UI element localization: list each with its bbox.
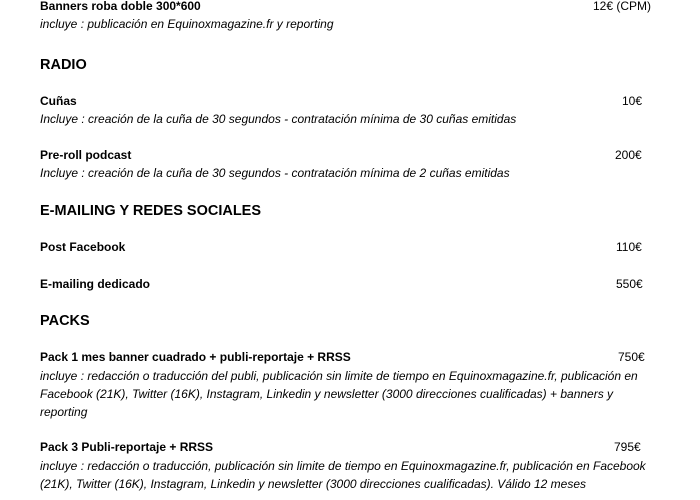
section-heading-radio: RADIO: [40, 57, 87, 73]
item-description: incluye : redacción o traducción, publicación sin limite de tiempo en Equinoxmagazine.fr, publicación en Facebook (21K), Twitter (16K), Instagram, Linkedin y newsletter (3000 direcciones cualificadas). Válido 12 meses: [40, 459, 646, 491]
item-title: Pack 1 mes banner cuadrado + publi-reportaje + RRSS: [40, 350, 351, 364]
item-description: incluye : publicación en Equinoxmagazine.fr y reporting: [40, 17, 334, 31]
item-price: 12€ (CPM): [593, 0, 652, 13]
item-price: 10€: [622, 94, 643, 108]
price-item-emailing-dedicado: [40, 277, 660, 291]
item-price: 200€: [615, 148, 642, 162]
item-title: E-mailing dedicado: [40, 277, 151, 291]
price-item-cunas: [40, 94, 660, 128]
section-heading-packs: PACKS: [40, 313, 90, 329]
price-item-pack-1-mes: [40, 350, 660, 421]
price-item-pre-roll-podcast: [40, 148, 660, 182]
item-title: Cuñas: [40, 94, 77, 108]
price-item-post-facebook: [40, 240, 660, 254]
item-title: Pack 3 Publi-reportaje + RRSS: [40, 440, 214, 454]
item-title: Post Facebook: [40, 240, 126, 254]
item-title: Pre-roll podcast: [40, 148, 132, 162]
item-price: 550€: [616, 277, 643, 291]
price-item-banners-roba-doble: [40, 0, 660, 33]
item-price: 110€: [616, 240, 642, 254]
item-description: Incluye : creación de la cuña de 30 segundos - contratación mínima de 30 cuñas emitidas: [40, 112, 517, 126]
price-item-pack-3-publi-reportaje: [40, 440, 660, 493]
item-price: 795€: [614, 440, 641, 454]
item-description: Incluye : creación de la cuña de 30 segundos - contratación mínima de 2 cuñas emitidas: [40, 166, 510, 180]
item-description: incluye : redacción o traducción del publi, publicación sin limite de tiempo en Equinoxmagazine.fr, publicación en Facebook (21K), Twitter (16K), Instagram, Linkedin y newsletter (3000 direcciones cualificadas) + banners y reporting: [40, 369, 638, 419]
item-title: Banners roba doble 300*600: [40, 0, 201, 13]
item-price: 750€: [618, 350, 645, 364]
section-heading-emailing: E-MAILING Y REDES SOCIALES: [40, 203, 262, 219]
